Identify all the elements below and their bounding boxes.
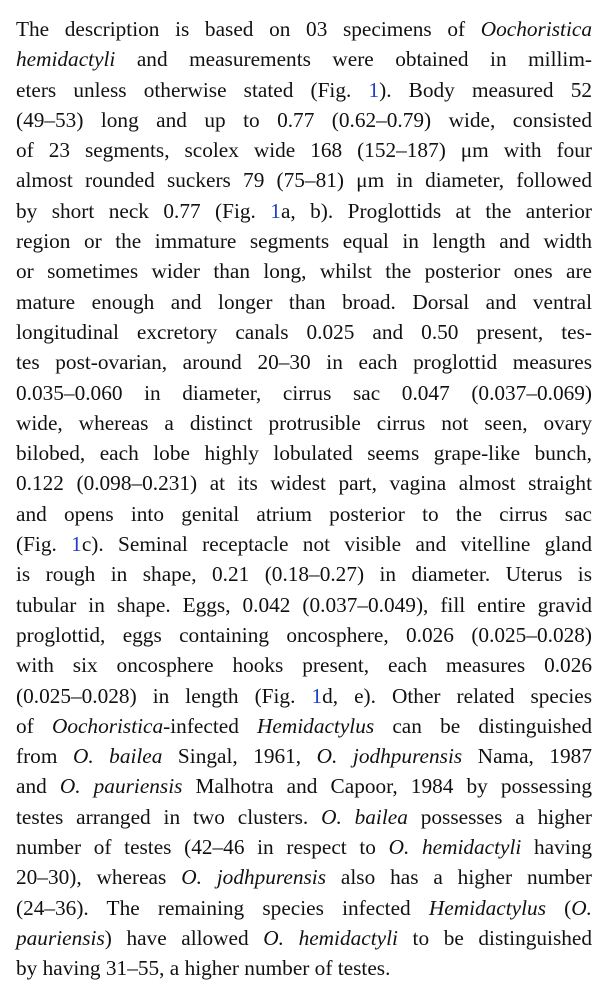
- text-line: [16, 105, 592, 135]
- text-line: [16, 499, 592, 529]
- text-run: (Fig.: [16, 532, 72, 557]
- text-line: [16, 559, 592, 589]
- text-line: [16, 347, 592, 377]
- text-run: by having 31–55, a higher number of testes.: [16, 956, 391, 981]
- text-run: of: [16, 713, 52, 738]
- text-run: and: [16, 774, 60, 799]
- text-run: proglottid, eggs containing oncosphere, 0.026 (0.025–0.028): [16, 622, 592, 647]
- text-line: [16, 14, 592, 44]
- figure-link[interactable]: 1: [71, 532, 82, 557]
- text-run: Singal, 1961,: [162, 744, 317, 769]
- italic-taxon-name: O. bailea: [321, 804, 408, 829]
- text-run: The description is based on 03 specimens of: [16, 17, 481, 41]
- text-run: region or the immature segments equal in length and width: [16, 229, 592, 254]
- text-line: [16, 256, 592, 286]
- text-run: to be distinguished: [397, 925, 592, 950]
- text-line: [16, 802, 592, 832]
- text-run: wide, whereas a distinct protrusible cirrus not seen, ovary: [16, 410, 592, 435]
- text-line: [16, 953, 592, 983]
- figure-link[interactable]: 1: [270, 198, 281, 223]
- text-run: (: [545, 895, 572, 920]
- italic-taxon-name: O. hemidactyli: [388, 835, 522, 860]
- text-line: [16, 893, 592, 923]
- text-run: -infected: [163, 713, 258, 738]
- text-run: also has a higher number: [326, 865, 593, 890]
- text-line: [16, 923, 592, 953]
- text-line: [16, 317, 592, 347]
- text-run: testes arranged in two clusters.: [16, 804, 322, 829]
- text-line: [16, 711, 592, 741]
- italic-taxon-name: pauriensis: [16, 925, 105, 950]
- text-line: [16, 226, 592, 256]
- text-run: d, e). Other related species: [322, 683, 592, 708]
- italic-taxon-name: Hemidactylus: [257, 713, 375, 738]
- text-run: with six oncosphere hooks present, each measures 0.026: [16, 653, 592, 678]
- text-line: [16, 620, 592, 650]
- italic-taxon-name: Oochoristica: [51, 713, 164, 738]
- text-line: [16, 832, 592, 862]
- italic-taxon-name: O.: [571, 895, 592, 920]
- italic-taxon-name: O. pauriensis: [59, 774, 183, 799]
- italic-taxon-name: Hemidactylus: [428, 895, 546, 920]
- text-run: 20–30), whereas: [16, 865, 182, 890]
- text-run: (49–53) long and up to 0.77 (0.62–0.79) wide, consisted: [16, 107, 592, 132]
- text-line: [16, 438, 592, 468]
- text-run: a, b). Proglottids at the anterior: [280, 198, 592, 223]
- text-run: mature enough and longer than broad. Dorsal and ventral: [16, 289, 592, 314]
- figure-link[interactable]: 1: [368, 77, 380, 102]
- text-run: number of testes (42–46 in respect to: [16, 835, 389, 860]
- text-line: [16, 408, 592, 438]
- text-run: possesses a higher: [407, 804, 592, 829]
- text-line: [16, 196, 592, 226]
- text-run: 0.122 (0.098–0.231) at its widest part, vagina almost straight: [16, 471, 592, 496]
- text-run: and opens into genital atrium posterior to the cirrus sac: [16, 501, 592, 526]
- text-line: [16, 681, 592, 711]
- text-run: and measurements were obtained in millim-: [115, 47, 592, 72]
- text-line: [16, 165, 592, 195]
- text-line: [16, 741, 592, 771]
- text-run: Nama, 1987: [462, 744, 592, 769]
- text-line: [16, 771, 592, 801]
- text-run: bilobed, each lobe highly lobulated seems grape-like bunch,: [16, 441, 592, 466]
- text-run: 0.035–0.060 in diameter, cirrus sac 0.047 (0.037–0.069): [16, 380, 592, 405]
- text-line: [16, 590, 592, 620]
- text-run: is rough in shape, 0.21 (0.18–0.27) in diameter. Uterus is: [16, 562, 592, 587]
- text-line: [16, 862, 592, 892]
- text-run: having: [521, 835, 592, 860]
- text-run: can be distinguished: [374, 713, 592, 738]
- text-line: [16, 44, 592, 74]
- text-run: (24–36). The remaining species infected: [16, 895, 429, 920]
- text-run: eters unless otherwise stated (Fig.: [16, 77, 369, 102]
- text-run: longitudinal excretory canals 0.025 and 0.50 present, tes-: [16, 319, 592, 344]
- figure-link[interactable]: 1: [311, 683, 323, 708]
- text-run: tubular in shape. Eggs, 0.042 (0.037–0.049), fill entire gravid: [16, 592, 592, 617]
- italic-taxon-name: O. jodhpurensis: [181, 865, 327, 890]
- text-line: [16, 287, 592, 317]
- text-run: Malhotra and Capoor, 1984 by possessing: [182, 774, 593, 799]
- text-run: (0.025–0.028) in length (Fig.: [16, 683, 312, 708]
- text-run: ). Body measured 52: [379, 77, 592, 102]
- text-line: [16, 468, 592, 498]
- italic-taxon-name: O. jodhpurensis: [316, 744, 463, 769]
- text-run: almost rounded suckers 79 (75–81) μm in diameter, followed: [16, 168, 592, 193]
- text-run: by short neck 0.77 (Fig.: [16, 198, 271, 223]
- text-line: [16, 650, 592, 680]
- italic-taxon-name: O. hemidactyli: [263, 925, 398, 950]
- text-run: c). Seminal receptacle not visible and vitelline gland: [81, 532, 592, 557]
- text-line: [16, 529, 592, 559]
- italic-taxon-name: hemidactyli: [16, 47, 116, 72]
- text-run: of 23 segments, scolex wide 168 (152–187) μm with four: [16, 138, 592, 163]
- text-run: from: [16, 744, 73, 769]
- text-run: or sometimes wider than long, whilst the posterior ones are: [16, 259, 592, 284]
- text-line: [16, 378, 592, 408]
- text-run: ) have allowed: [104, 925, 264, 950]
- description-paragraph: [16, 14, 592, 984]
- text-run: tes post-ovarian, around 20–30 in each proglottid measures: [16, 350, 592, 375]
- italic-taxon-name: Oochoristica: [480, 17, 592, 41]
- text-line: [16, 135, 592, 165]
- italic-taxon-name: O. bailea: [72, 744, 163, 769]
- text-line: [16, 75, 592, 105]
